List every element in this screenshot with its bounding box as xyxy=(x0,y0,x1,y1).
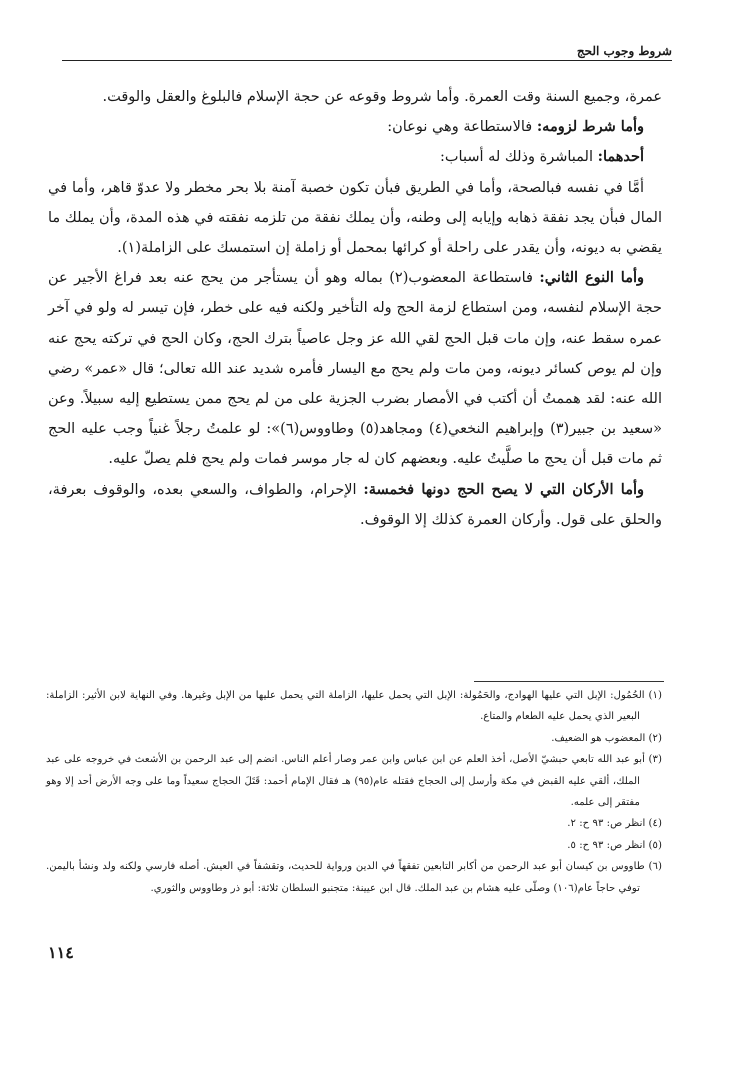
running-head-title: شروط وجوب الحج xyxy=(576,44,672,58)
paragraph-3-text: المباشرة وذلك له أسباب: xyxy=(439,149,598,166)
footnote-4: (٤) انظر ص: ٩٣ ح: ٢. xyxy=(567,818,662,830)
paragraph-6-label: وأما الأركان التي لا يصح الحج دونها فخمسة: xyxy=(363,480,645,498)
paragraph-5-label: وأما النوع الثاني: xyxy=(539,269,645,287)
paragraph-5 xyxy=(48,263,662,474)
footnote-divider xyxy=(474,681,664,682)
paragraph-5-text: فاستطاعة المعضوب(٢) بماله وهو أن يستأجر من يحج عنه بعد فراغ الأجير عن حجة الإسلام لنفسه، ومن استطاع لزمة الحج وله التأخير ولكنه فيه على خطر، فإن تيسر له ولو في آخر عمره سقط عنه، وإن مات قبل الحج لقي الله عز وجل عاصياً بترك الحج، وكان الحج في تركته يحج عنه وإن لم يوص كسائر ديونه، ومن مات ولم يحج مع اليسار فأمره شديد عند الله تعالى؛ قال «عمر» رضي الله عنه: لقد هممتُ أن أكتب في الأمصار بضرب الجزية على من لم يحج ممن يستطيع إليه سبيلاً. وعن «سعيد بن جبير(٣) وإبراهيم النخعي(٤) ومجاهد(٥) وطاووس(٦)»: لو علمتُ رجلاً غنياً وجب عليه الحج ثم مات قبل أن يحج ما صلَّيتُ عليه. وبعضهم كان له جار موسر فمات ولم يحج فلم يصلّ عليه. xyxy=(48,270,663,468)
paragraph-1: عمرة، وجميع السنة وقت العمرة. وأما شروط وقوعه عن حجة الإسلام فالبلوغ والعقل والوقت. xyxy=(102,89,662,105)
page-number: ١١٤ xyxy=(48,943,74,962)
footnote-3: (٣) أبو عبد الله تابعي حبشيّ الأصل، أخذ العلم عن ابن عباس وابن عمر وصار أعلم الناس. انضم إلى عبد الرحمن بن الأشعث في خروجه على عبد الملك، ألقي عليه القبض في مكة وأرسل إلى الحجاج فقتله عام(٩٥) هـ فقال الإمام أحمد: قَتَلَ الحجاج سعيداً وما على وجه الأرض أحد إلا وهو مفتقر إلى علمه. xyxy=(46,754,662,809)
footnote-6: (٦) طاووس بن كيسان أبو عبد الرحمن من أكابر التابعين تفقهاً في الدين ورواية للحديث، وتقشفاً في العيش. أصله فارسي ولكنه ولد ونشأ باليمن. توفي حاجاً عام(١٠٦) وصلّى عليه هشام بن عبد الملك. قال ابن عيينة: متجنبو السلطان ثلاثة: أبو ذر وطاووس والثوري. xyxy=(46,861,662,894)
paragraph-3 xyxy=(48,142,662,172)
paragraph-2-text: فالاستطاعة وهي نوعان: xyxy=(387,119,537,136)
paragraph-4: أمَّا في نفسه فبالصحة، وأما في الطريق فبأن تكون خصبة آمنة بلا بحر مخطر ولا عدوّ قاهر، وأما في المال فبأن يجد نفقة ذهابه وإيابه إلى وطنه، وأن يملك نفقة من تلزمه نفقته في هذه المدة، وأن يملك ما يقضي به ديونه، وأن يقدر على راحلة أو كرائها بمحمل أو زاملة إن استمسك على الزاملة(١). xyxy=(48,179,662,257)
paragraph-3-label: أحدهما: xyxy=(597,148,644,166)
paragraph-6-text: الإحرام، والطواف، والسعي بعده، والوقوف بعرفة، والحلق على قول. وأركان العمرة كذلك إلا الوقوف. xyxy=(48,481,662,528)
main-text xyxy=(48,82,662,535)
footnote-1: (١) الحُمُول: الإبل التي عليها الهوادج، والحَمُولة: الإبل التي يحمل عليها، الزاملة التي يحمل عليها من الإبل وغيرها. وفي النهاية لابن الأثير: الزاملة: البعير الذي يحمل عليه الطعام والمتاع. xyxy=(46,690,662,723)
paragraph-2 xyxy=(48,112,662,142)
footnote-5: (٥) انظر ص: ٩٣ ح: ٥. xyxy=(567,839,662,851)
footnotes xyxy=(46,685,662,899)
paragraph-6 xyxy=(48,475,662,535)
paragraph-2-label: وأما شرط لزومه: xyxy=(536,118,644,136)
footnote-2: (٢) المعضوب هو الضعيف. xyxy=(551,732,662,744)
running-header xyxy=(62,40,672,61)
